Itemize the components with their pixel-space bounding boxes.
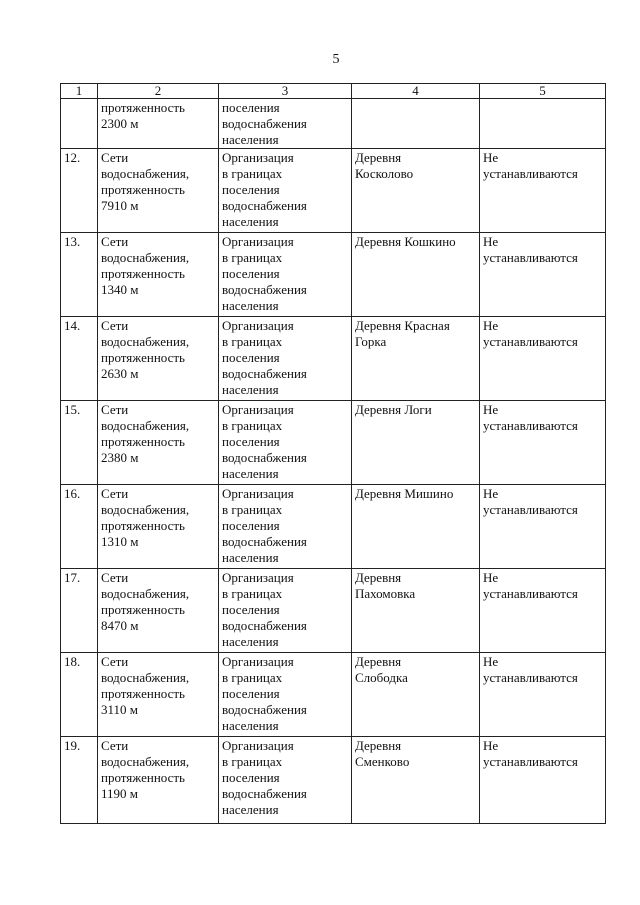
location-cell: Деревня Пахомовка xyxy=(352,569,480,653)
zone-cell: Не устанавливаются xyxy=(480,653,606,737)
column-header-zone: 5 xyxy=(480,84,606,99)
purpose-cell: Организация в границах поселения водоснабжения населения xyxy=(219,317,352,401)
purpose-cell: Организация в границах поселения водоснабжения населения xyxy=(219,401,352,485)
zone-cell: Не устанавливаются xyxy=(480,569,606,653)
zone-cell: Не устанавливаются xyxy=(480,233,606,317)
location-cell: Деревня Сменково xyxy=(352,737,480,824)
location-cell: Деревня Логи xyxy=(352,401,480,485)
zone-cell xyxy=(480,99,606,149)
table-row xyxy=(61,737,606,824)
purpose-cell: Организация в границах поселения водоснабжения населения xyxy=(219,653,352,737)
purpose-cell: Организация в границах поселения водоснабжения населения xyxy=(219,737,352,824)
row-number-cell: 18. xyxy=(61,653,98,737)
object-name-cell: Сети водоснабжения, протяженность 2630 м xyxy=(98,317,219,401)
row-number-cell: 15. xyxy=(61,401,98,485)
object-name-cell: Сети водоснабжения, протяженность 1190 м xyxy=(98,737,219,824)
row-number-cell: 16. xyxy=(61,485,98,569)
row-number-cell: 14. xyxy=(61,317,98,401)
location-cell xyxy=(352,99,480,149)
object-name-cell: Сети водоснабжения, протяженность 1310 м xyxy=(98,485,219,569)
purpose-cell: Организация в границах поселения водоснабжения населения xyxy=(219,149,352,233)
zone-cell: Не устанавливаются xyxy=(480,485,606,569)
table-row xyxy=(61,569,606,653)
location-cell: Деревня Косколово xyxy=(352,149,480,233)
purpose-cell: Организация в границах поселения водоснабжения населения xyxy=(219,233,352,317)
table-row xyxy=(61,485,606,569)
location-cell: Деревня Слободка xyxy=(352,653,480,737)
table-body xyxy=(61,99,606,824)
row-number-cell: 13. xyxy=(61,233,98,317)
zone-cell: Не устанавливаются xyxy=(480,149,606,233)
zone-cell: Не устанавливаются xyxy=(480,737,606,824)
column-header-name: 2 xyxy=(98,84,219,99)
object-name-cell: Сети водоснабжения, протяженность 2380 м xyxy=(98,401,219,485)
location-cell: Деревня Кошкино xyxy=(352,233,480,317)
zone-cell: Не устанавливаются xyxy=(480,317,606,401)
purpose-cell: Организация в границах поселения водоснабжения населения xyxy=(219,485,352,569)
object-name-cell: Сети водоснабжения, протяженность 3110 м xyxy=(98,653,219,737)
object-name-cell: Сети водоснабжения, протяженность 1340 м xyxy=(98,233,219,317)
row-number-cell: 12. xyxy=(61,149,98,233)
row-number-cell: 17. xyxy=(61,569,98,653)
column-header-number: 1 xyxy=(61,84,98,99)
row-number-cell: 19. xyxy=(61,737,98,824)
row-number-cell xyxy=(61,99,98,149)
table-row xyxy=(61,401,606,485)
table-row xyxy=(61,317,606,401)
zone-cell: Не устанавливаются xyxy=(480,401,606,485)
purpose-cell: поселения водоснабжения населения xyxy=(219,99,352,149)
table-row xyxy=(61,233,606,317)
column-header-location: 4 xyxy=(352,84,480,99)
purpose-cell: Организация в границах поселения водоснабжения населения xyxy=(219,569,352,653)
object-name-cell: протяженность 2300 м xyxy=(98,99,219,149)
document-table xyxy=(60,83,606,824)
table-row xyxy=(61,149,606,233)
page-number: 5 xyxy=(332,52,340,67)
column-header-purpose: 3 xyxy=(219,84,352,99)
object-name-cell: Сети водоснабжения, протяженность 8470 м xyxy=(98,569,219,653)
table-header-row xyxy=(61,84,606,99)
location-cell: Деревня Красная Горка xyxy=(352,317,480,401)
location-cell: Деревня Мишино xyxy=(352,485,480,569)
object-name-cell: Сети водоснабжения, протяженность 7910 м xyxy=(98,149,219,233)
table-row xyxy=(61,653,606,737)
table-row xyxy=(61,99,606,149)
